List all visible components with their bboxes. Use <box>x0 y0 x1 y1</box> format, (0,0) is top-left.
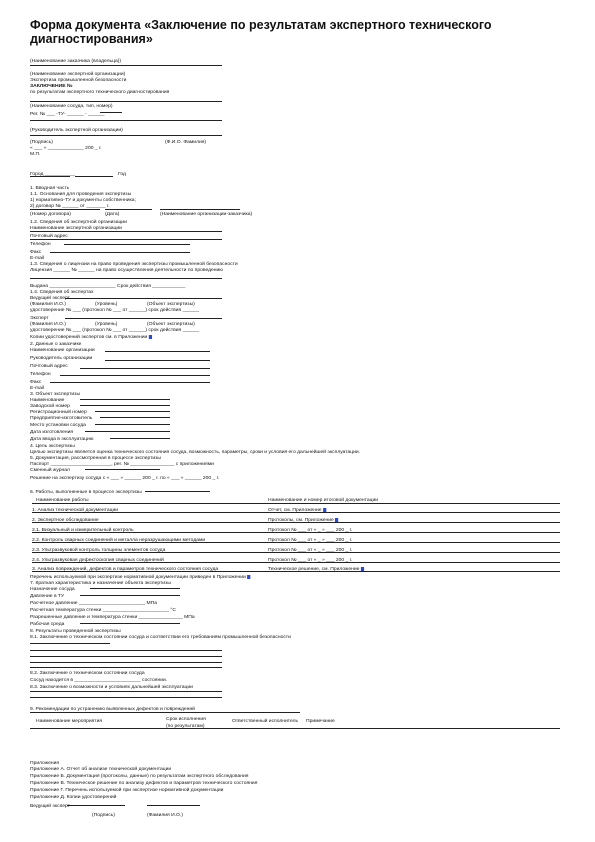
form-line-text: « ___ » _____________ 200 _ г. <box>30 145 102 150</box>
form-line-text: 4. Цель экспертизы <box>30 443 75 448</box>
form-line <box>147 321 195 326</box>
appendix-marker-icon <box>247 575 250 579</box>
fill-in-line <box>147 805 200 806</box>
form-line-text: ЗАКЛЮЧЕНИЕ № <box>30 83 73 88</box>
fill-in-line <box>30 135 222 136</box>
form-line <box>30 422 86 427</box>
form-line-text: 1.2. Сведения об экспертной организации <box>30 219 127 224</box>
form-line-text: Техническое решение, см. Приложение <box>268 566 360 571</box>
form-line-text: 1.3. Сведения о лицензии на право проведения экспертизы промышленной безопасности <box>30 261 238 266</box>
form-line-text: Ведущий эксперт <box>30 803 70 808</box>
form-line <box>95 301 117 306</box>
form-line-text: (Ф.И.О. Фамилия) <box>165 139 207 144</box>
form-line <box>30 586 75 591</box>
form-line <box>30 467 70 472</box>
fill-in-line <box>85 469 160 470</box>
fill-in-line <box>30 691 222 692</box>
form-line <box>30 684 193 689</box>
form-line-text: Экспертиза промышленной безопасности <box>30 77 127 82</box>
fill-in-line <box>50 382 210 383</box>
form-line-text: 9. Рекомендации по устранению выявленных дефектов и повреждений <box>30 706 195 711</box>
form-line-text: Факс <box>30 249 42 254</box>
form-line-text: Ведущий эксперт <box>30 295 70 300</box>
form-line-text: 1.4. Сведения об экспертах <box>30 289 94 294</box>
form-line-text: Приложение Б. Документация (протоколы, данные) по результатам экспертного обследования <box>30 773 249 778</box>
form-line-text: Год <box>118 171 126 176</box>
form-line-text: Решение на экспертизу сосуда с « ___ » ______ 200 _ г. по « ___ » ______ 200 _ г. <box>30 475 220 480</box>
form-line-text: Выдана ________________________ Срок действия ____________ <box>30 283 186 288</box>
fill-in-line <box>30 662 222 663</box>
fill-in-line <box>80 623 180 624</box>
form-line-text: Приложение В. Техническое решение по анализу дефектов и параметров технического состояния <box>30 780 258 785</box>
form-line <box>30 241 51 246</box>
form-line <box>30 766 171 771</box>
form-line-text: E-mail <box>30 255 45 260</box>
form-line <box>165 139 206 144</box>
fill-in-line <box>175 298 222 299</box>
form-line <box>30 301 66 306</box>
fill-in-line <box>67 805 125 806</box>
form-line <box>30 89 169 94</box>
form-line-text: (по результатам) <box>166 723 205 728</box>
fill-in-line <box>100 417 170 418</box>
form-line <box>30 219 127 224</box>
appendix-marker-icon <box>323 508 326 512</box>
form-line <box>30 794 116 799</box>
fill-in-line <box>32 571 560 572</box>
fill-in-line <box>90 588 180 589</box>
form-line <box>92 812 115 817</box>
form-line <box>30 347 95 352</box>
form-line <box>30 127 123 132</box>
form-line-text: Давление в ТУ <box>30 593 65 598</box>
form-line <box>30 574 250 579</box>
form-line <box>30 249 41 254</box>
form-line <box>30 225 122 230</box>
form-line-text: Ответственный исполнитель <box>232 718 299 723</box>
form-line <box>30 267 223 272</box>
form-line-text: Сменный журнал <box>30 467 70 472</box>
form-line-text: Регистрационный номер <box>30 409 87 414</box>
form-line-text: Протокол № ___ от « _ » ___ 200 _ г. <box>268 547 353 552</box>
form-line-text: Факс <box>30 379 42 384</box>
fill-in-line <box>32 512 560 513</box>
form-line-text: удостоверение № ___ (протокол № ___ от ______) срок действия ______ <box>30 327 200 332</box>
fill-in-line <box>32 532 560 533</box>
fill-in-line <box>140 298 175 299</box>
form-line <box>306 718 335 723</box>
form-line <box>30 628 121 633</box>
form-line-text: (Наименование экспертной организации) <box>30 71 126 76</box>
form-line <box>30 327 199 332</box>
form-line-text: 5. Документация, рассмотренная в процессе экспертизы <box>30 455 162 460</box>
form-line-text: (Объект экспертизы) <box>147 301 195 306</box>
form-line <box>30 409 87 414</box>
form-line <box>30 255 44 260</box>
form-line-text: М.П. <box>30 151 41 156</box>
form-line-text: Назначение сосуда <box>30 586 75 591</box>
form-line <box>30 111 105 116</box>
form-line <box>30 334 152 339</box>
form-line-text: (Дата) <box>105 211 120 216</box>
form-line-text: 8.1. Заключение о техническом состоянии сосуда и соответствии его требованиям промышленной безопасности <box>30 634 291 639</box>
form-line-text: Копии удостоверений экспертов см. в Приложении <box>30 334 148 339</box>
form-line-text: Лицензия ______ № ______ на право осуществления деятельности по проведению <box>30 267 223 272</box>
fill-in-line <box>30 209 100 210</box>
fill-in-line <box>80 368 210 369</box>
fill-in-line <box>30 120 222 121</box>
form-line-text: Перечень используемой при экспертизе нормативной документации приведен в Приложении <box>30 574 246 579</box>
form-line-text: Наименование организации <box>30 347 95 352</box>
form-line-text: 1.1. Основания для проведения экспертизы <box>30 191 132 196</box>
form-line <box>30 341 81 346</box>
appendix-marker-icon <box>335 518 338 522</box>
form-line-text: 1. Вводная часть <box>30 185 70 190</box>
form-line-text: Разрешенные давление и температура стенки ________________ МПа <box>30 614 195 619</box>
form-line-text: Приложение Г. Перечень используемой при экспертизе нормативной документации <box>30 787 224 792</box>
form-line-text: Отчет, см. Приложение <box>268 507 322 512</box>
form-line-text: (Руководитель экспертной организации) <box>30 127 123 132</box>
form-line-text: Сосуд находится в ________________________ состоянии. <box>30 677 168 682</box>
fill-in-line <box>105 209 152 210</box>
form-line-text: Заводской номер <box>30 403 70 408</box>
form-line-text: Протокол № ___ от « _ » ___ 200 _ г. <box>268 557 353 562</box>
form-line-text: Предприятие-изготовитель <box>30 415 93 420</box>
fill-in-line <box>32 552 560 553</box>
fill-in-line <box>30 656 222 657</box>
form-line-text: (Фамилия И.О.) <box>147 812 183 817</box>
form-line-text: (Фамилия И.О.) <box>30 321 66 326</box>
fill-in-line <box>30 278 222 279</box>
form-line <box>268 497 378 502</box>
form-line-text: 3. Объект экспертизы <box>30 391 81 396</box>
form-line-text: Почтовый адрес <box>30 363 68 368</box>
form-line <box>30 580 171 585</box>
form-line <box>30 233 68 238</box>
form-line <box>30 475 219 480</box>
form-line-text: (Уровень) <box>95 321 118 326</box>
form-line <box>95 321 117 326</box>
fill-in-line <box>32 542 560 543</box>
fill-in-line <box>145 491 210 492</box>
fill-in-line <box>95 424 170 425</box>
form-line-text: E-mail <box>30 385 45 390</box>
form-line-text: Телефон <box>30 241 51 246</box>
appendix-marker-icon <box>360 567 363 571</box>
form-line <box>30 415 92 420</box>
fill-in-line <box>30 643 110 644</box>
form-line-text: Протокол № ___ от « _ » ___ 200 _ г. <box>268 537 353 542</box>
form-line-text: Расчетная температура стенки ________________________ °С <box>30 607 176 612</box>
form-line-text: Протоколы, см. Приложение <box>268 517 334 522</box>
form-line-text: Телефон <box>30 371 51 376</box>
form-line <box>30 371 51 376</box>
form-line <box>30 145 102 150</box>
form-line-text: (Наименование организации-заказчика) <box>160 211 253 216</box>
form-line <box>118 171 126 176</box>
fill-in-line <box>30 101 222 102</box>
form-line <box>30 197 136 202</box>
fill-in-line <box>105 351 210 352</box>
form-line-text: Эксперт <box>30 315 49 320</box>
form-line-text: 2.4. Ультразвуковая дефектоскопия сварных соединений <box>32 557 164 562</box>
form-line <box>30 449 360 454</box>
fill-in-line <box>65 298 140 299</box>
form-line <box>30 139 53 144</box>
fill-in-line <box>175 318 222 319</box>
form-line-text: 2.3. Ультразвуковой контроль толщины элементов сосуда <box>32 547 166 552</box>
form-line <box>36 497 89 502</box>
form-line-text: Место установки сосуда <box>30 422 86 427</box>
form-line-text: Протокол № ___ от « _ » ___ 200 _ г. <box>268 527 353 532</box>
form-line <box>30 307 199 312</box>
fill-in-line <box>105 360 210 361</box>
form-line-text: Дата изготовления <box>30 429 74 434</box>
fill-in-line <box>50 252 190 253</box>
form-line-text: удостоверение № ___ (протокол № ___ от ______) срок действия ______ <box>30 307 200 312</box>
form-line <box>30 379 41 384</box>
form-line-text: Примечание <box>306 718 335 723</box>
form-line-text: Срок исполнения <box>166 716 206 721</box>
form-line <box>30 634 291 639</box>
form-line-text: Целью экспертизы является оценка технического состояния сосуда, возможность, параметры, сроки и условия его дальнейшей эксплуатации. <box>30 449 361 454</box>
form-line-text: 8. Результаты проведенной экспертизы <box>30 628 121 633</box>
form-line-text: 8.2. Заключение о техническом состоянии сосуда <box>30 670 145 675</box>
form-line <box>30 780 257 785</box>
form-line-text: Наименование работы <box>36 497 89 502</box>
form-line-text: 2. Экспертное обследование <box>32 517 99 522</box>
fill-in-line <box>140 318 175 319</box>
form-line-text: Приложения <box>30 760 60 765</box>
fill-in-line <box>80 399 170 400</box>
fill-in-line <box>32 503 560 504</box>
form-line-text: Расчетное давление ________________________ МПа <box>30 600 157 605</box>
form-line-text: Приложение А. Отчет об анализе технической документации <box>30 766 172 771</box>
form-line-text: 8.3. Заключение о возможности и условиях дальнейшей эксплуатации <box>30 684 193 689</box>
form-line <box>105 211 119 216</box>
fill-in-line <box>30 231 222 232</box>
fill-in-line <box>30 712 300 713</box>
appendix-marker-icon <box>148 335 151 339</box>
form-line <box>30 489 142 494</box>
form-line-text: (Уровень) <box>95 301 118 306</box>
form-line <box>30 773 248 778</box>
form-line <box>30 83 72 88</box>
form-line-text: Наименование мероприятия <box>36 718 103 723</box>
form-line <box>30 607 176 612</box>
form-line <box>30 103 113 108</box>
fill-in-line <box>30 65 222 66</box>
form-line <box>30 58 121 63</box>
form-line <box>30 760 59 765</box>
fill-in-line <box>32 562 560 563</box>
form-line <box>30 443 75 448</box>
form-line-text: Приложение Д. Копии удостоверений <box>30 794 117 799</box>
form-line <box>30 621 64 626</box>
form-line <box>30 363 68 368</box>
form-line <box>30 391 80 396</box>
fill-in-line <box>64 244 190 245</box>
form-line-text: Почтовый адрес <box>30 233 68 238</box>
form-line <box>30 295 70 300</box>
fill-in-line <box>30 239 222 240</box>
fill-in-line <box>65 318 140 319</box>
form-line-text: 2. Данные о заказчике <box>30 341 82 346</box>
form-line <box>232 718 298 723</box>
form-line <box>30 706 195 711</box>
form-line <box>30 461 214 466</box>
fill-in-line <box>80 595 180 596</box>
form-line-text: (Объект экспертизы) <box>147 321 195 326</box>
form-line-text: Город ___________ <box>30 171 76 176</box>
fill-in-line <box>95 411 170 412</box>
fill-in-line <box>32 522 560 523</box>
fill-in-line <box>30 667 222 668</box>
fill-in-line <box>30 728 560 729</box>
fill-in-line <box>160 209 240 210</box>
form-line <box>30 385 44 390</box>
form-line-text: по результатам экспертного технического диагностирования <box>30 89 170 94</box>
form-line-text: Наименование экспертной организации <box>30 225 122 230</box>
form-line-text: Паспорт ______________________, рег. № ________________ с приложениями <box>30 461 214 466</box>
form-line <box>30 429 73 434</box>
form-line <box>30 355 92 360</box>
form-line <box>30 397 64 402</box>
fill-in-line <box>85 431 170 432</box>
form-line-text: (Номер договора) <box>30 211 71 216</box>
fill-in-line <box>80 405 170 406</box>
form-line-text: (Фамилия И.О.) <box>30 301 66 306</box>
form-line <box>30 283 185 288</box>
form-line-text: (Подпись) <box>92 812 115 817</box>
fill-in-line <box>30 697 222 698</box>
form-line-text: 2.1. Визуальный и измерительный контроль <box>32 527 134 532</box>
form-line <box>30 211 71 216</box>
form-line <box>30 455 161 460</box>
form-line-text: Дата ввода в эксплуатацию <box>30 436 94 441</box>
form-line <box>30 191 131 196</box>
form-line-text: Наименование <box>30 397 65 402</box>
form-line-text: 6. Работы, выполненные в процессе экспертизы <box>30 489 142 494</box>
form-line <box>30 614 195 619</box>
fill-in-line <box>60 375 210 376</box>
form-line-text: Рабочая среда <box>30 621 65 626</box>
form-line-text: 2.2. Контроль сварных соединений и металла неразрушающими методами <box>32 537 206 542</box>
fill-in-line <box>30 650 222 651</box>
form-line <box>30 289 93 294</box>
form-line-text: 1) нормативно-ТУ и документы собственника; <box>30 197 136 202</box>
form-line-text: (Подпись) <box>30 139 53 144</box>
form-line <box>30 151 40 156</box>
form-line-text: (Наименование сосуда, тип, номер) <box>30 103 113 108</box>
form-line-text: Наименование и номер итоговой документации <box>268 497 379 502</box>
form-line <box>30 71 125 76</box>
form-line <box>30 315 49 320</box>
fill-in-line <box>100 112 122 113</box>
fill-in-line <box>110 438 170 439</box>
form-line <box>30 403 70 408</box>
form-line-text: 1. Анализ технической документации <box>32 507 119 512</box>
form-line <box>30 593 64 598</box>
form-line-text: 2) договор № ______ от _______ г. <box>30 203 110 208</box>
form-line <box>30 185 69 190</box>
form-line <box>36 718 102 723</box>
form-line <box>30 261 238 266</box>
form-line <box>30 787 223 792</box>
form-line <box>30 677 167 682</box>
form-line <box>147 301 195 306</box>
form-line <box>30 600 157 605</box>
form-line <box>30 670 145 675</box>
form-line-text: 7. Краткая характеристика и назначение объекта экспертизы <box>30 580 171 585</box>
fill-in-line <box>75 176 113 177</box>
fill-in-line <box>30 176 70 177</box>
form-line <box>30 77 126 82</box>
form-line <box>30 321 66 326</box>
form-line <box>30 803 70 808</box>
form-line-text: Рег. № ___ -ТУ- ______ - ______ <box>30 111 105 116</box>
form-line-text: Руководитель организации <box>30 355 93 360</box>
form-line-text: (Наименование заказчика (владельца)) <box>30 58 122 63</box>
form-line <box>147 812 183 817</box>
form-line <box>160 211 252 216</box>
form-line <box>30 203 110 208</box>
form-line <box>166 716 206 721</box>
form-line <box>30 436 93 441</box>
form-line-text: 3. Анализ повреждений, дефектов и параметров технического состояния сосуда <box>32 566 219 571</box>
page-title: Форма документа «Заключение по результатам экспертного технического диагностирования» <box>30 18 492 46</box>
